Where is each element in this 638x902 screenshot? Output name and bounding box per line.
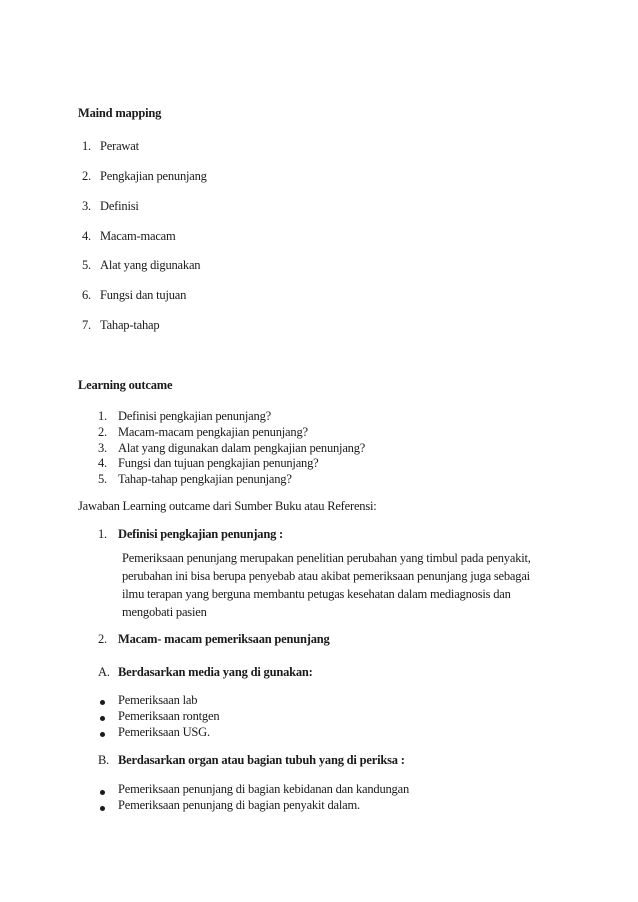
mind-map-item-2 <box>82 169 207 184</box>
section-title: Berdasarkan media yang di gunakan: <box>118 665 313 679</box>
list-number: 7. <box>82 318 91 332</box>
mind-map-item-6 <box>82 288 186 303</box>
bullet-icon <box>100 806 105 811</box>
mind-map-item-4 <box>82 229 176 244</box>
paragraph-line: perubahan ini bisa berupa penyebab atau akibat pemeriksaan penunjang juga sebagai <box>122 569 530 583</box>
section-title: Definisi pengkajian penunjang : <box>118 527 284 541</box>
learning-outcome-heading: Learning outcame <box>78 378 173 392</box>
list-number: 3. <box>98 441 107 455</box>
list-text: Fungsi dan tujuan <box>100 288 187 302</box>
bullet-icon <box>100 790 105 795</box>
list-text: Tahap-tahap <box>100 318 160 332</box>
list-text: Macam-macam <box>100 229 176 243</box>
list-number: 5. <box>98 472 107 486</box>
list-text: Alat yang digunakan dalam pengkajian penunjang? <box>118 441 366 455</box>
list-number: 4. <box>98 456 107 470</box>
mind-mapping-heading: Maind mapping <box>78 106 162 120</box>
mind-map-item-5 <box>82 258 200 273</box>
paragraph-line: mengobati pasien <box>122 605 207 619</box>
list-number: 4. <box>82 229 91 243</box>
list-number: 6. <box>82 288 91 302</box>
learning-outcome-item-5 <box>98 472 292 487</box>
section-letter: B. <box>98 753 110 767</box>
learning-outcome-item-1 <box>98 409 271 424</box>
mind-map-item-1 <box>82 139 139 154</box>
section-2-heading <box>98 632 330 647</box>
bullet-item: Pemeriksaan USG. <box>118 725 210 739</box>
list-text: Definisi pengkajian penunjang? <box>118 409 271 423</box>
list-number: 2. <box>98 425 107 439</box>
section-title: Macam- macam pemeriksaan penunjang <box>118 632 330 646</box>
list-text: Macam-macam pengkajian penunjang? <box>118 425 308 439</box>
list-text: Definisi <box>100 199 139 213</box>
section-a-heading <box>98 665 313 680</box>
list-text: Perawat <box>100 139 139 153</box>
section-title: Berdasarkan organ atau bagian tubuh yang di periksa : <box>118 753 405 767</box>
list-number: 1. <box>82 139 91 153</box>
list-number: 1. <box>98 409 107 423</box>
list-number: 3. <box>82 199 91 213</box>
learning-outcome-item-4 <box>98 456 319 471</box>
section-number: 1. <box>98 527 107 541</box>
bullet-item: Pemeriksaan penunjang di bagian kebidanan dan kandungan <box>118 782 409 796</box>
list-text: Tahap-tahap pengkajian penunjang? <box>118 472 292 486</box>
bullet-item: Pemeriksaan penunjang di bagian penyakit dalam. <box>118 798 360 812</box>
list-number: 2. <box>82 169 91 183</box>
list-text: Alat yang digunakan <box>100 258 201 272</box>
paragraph-line: Pemeriksaan penunjang merupakan penelitian perubahan yang timbul pada penyakit, <box>122 551 531 565</box>
mind-map-item-3 <box>82 199 139 214</box>
list-text: Pengkajian penunjang <box>100 169 207 183</box>
bullet-icon <box>100 700 105 705</box>
learning-outcome-item-3 <box>98 441 365 456</box>
definition-paragraph <box>122 549 567 621</box>
bullet-icon <box>100 716 105 721</box>
section-b-heading <box>98 753 405 768</box>
learning-outcome-item-2 <box>98 425 308 440</box>
section-number: 2. <box>98 632 107 646</box>
list-text: Fungsi dan tujuan pengkajian penunjang? <box>118 456 319 470</box>
bullet-icon <box>100 732 105 737</box>
paragraph-line: ilmu terapan yang berguna membantu petugas kesehatan dalam mediagnosis dan <box>122 587 511 601</box>
list-number: 5. <box>82 258 91 272</box>
bullet-item: Pemeriksaan lab <box>118 693 198 707</box>
mind-map-item-7 <box>82 318 159 333</box>
answers-intro: Jawaban Learning outcame dari Sumber Buku atau Referensi: <box>78 499 377 513</box>
section-1-heading <box>98 527 283 542</box>
section-letter: A. <box>98 665 110 679</box>
bullet-item: Pemeriksaan rontgen <box>118 709 220 723</box>
